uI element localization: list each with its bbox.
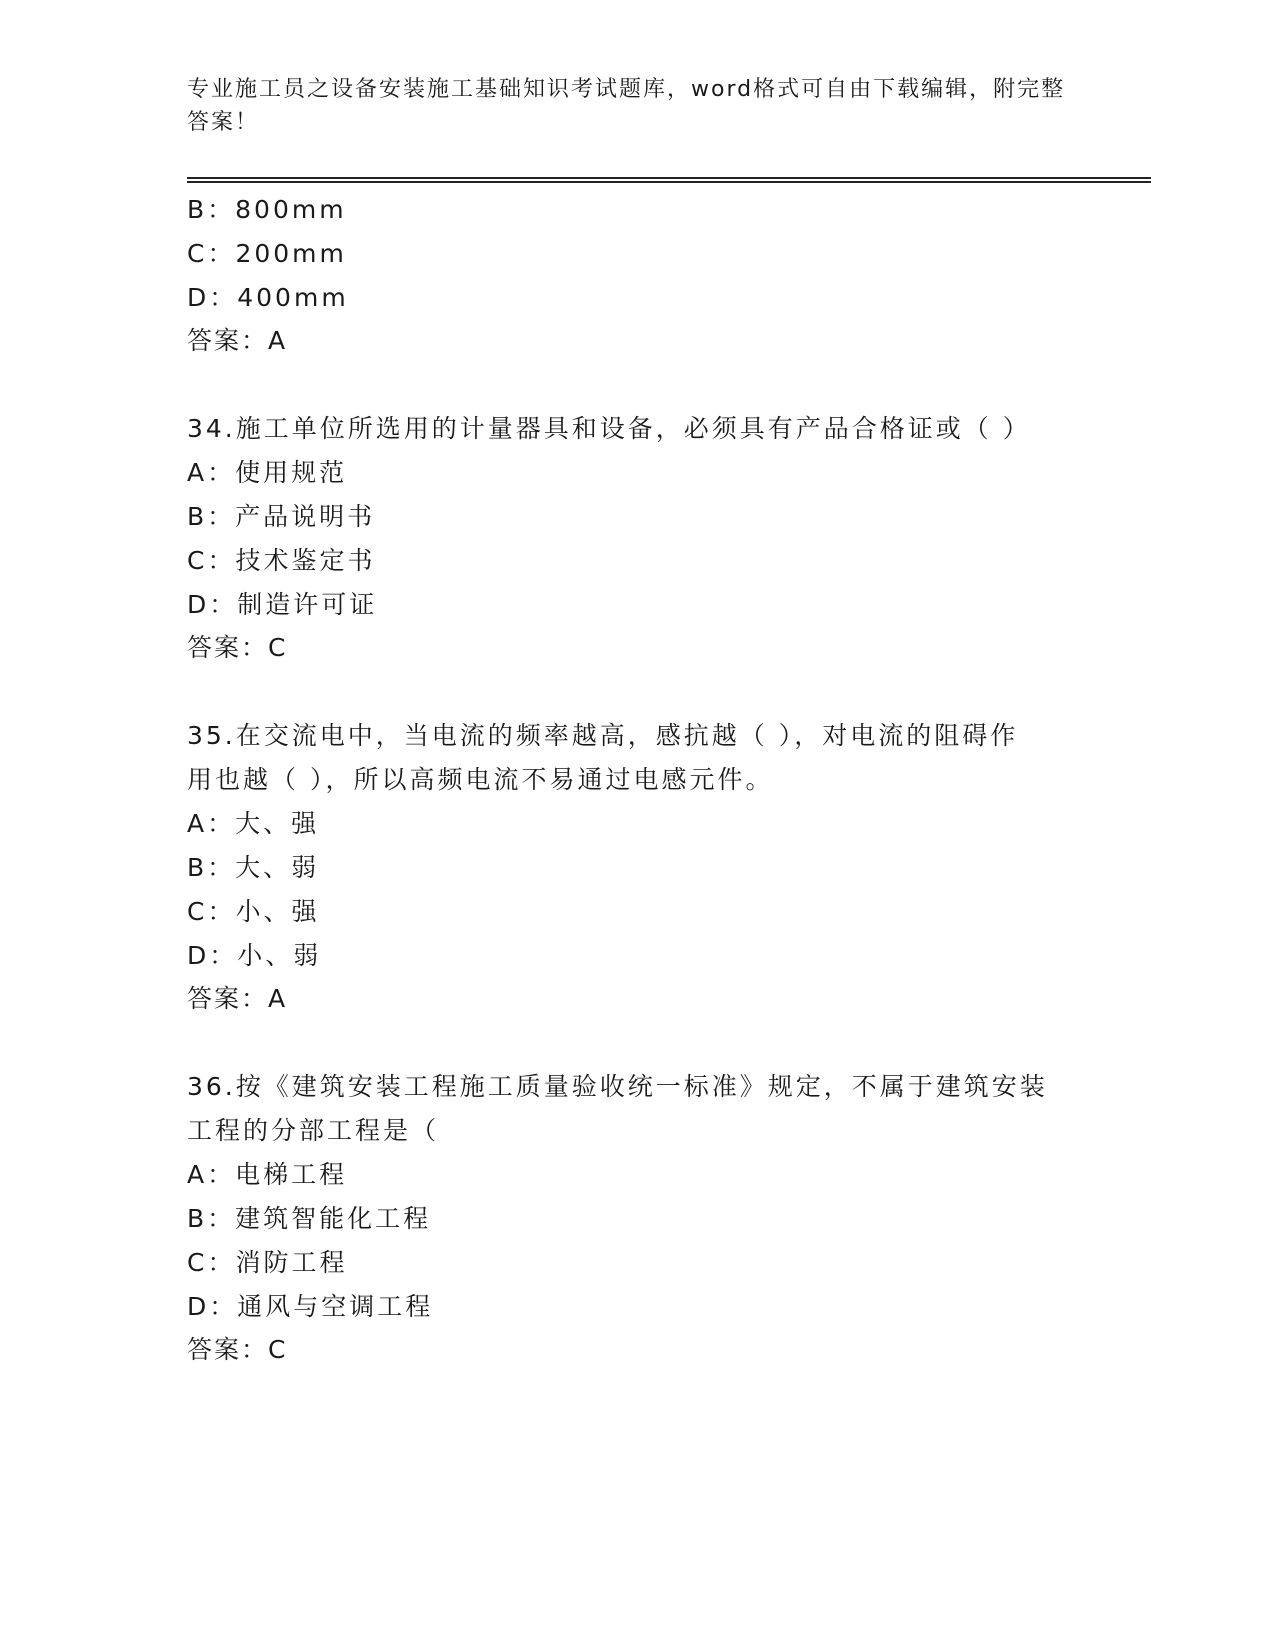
option-b: B：产品说明书 [187,502,376,531]
option-c: C：小、强 [187,897,320,926]
option-d: D：小、弱 [187,941,322,970]
question-stem-line-2: 用也越（ ），所以高频电流不易通过电感元件。 [187,765,774,794]
answer-label: 答案： [187,1335,269,1364]
question-stem-line-1: 35.在交流电中，当电流的频率越高，感抗越（ ），对电流的阻碍作 [187,721,1019,750]
option-c: C：消防工程 [187,1248,348,1277]
option-a: A：大、强 [187,809,320,838]
document-header: 专业施工员之设备安装施工基础知识考试题库，word格式可自由下载编辑，附完整答案！ [187,77,1066,135]
answer-label: 答案： [187,326,269,355]
option-c: C：200mm [187,239,347,268]
option-a: A：电梯工程 [187,1160,348,1189]
option-c: C：技术鉴定书 [187,546,376,575]
option-b: B：建筑智能化工程 [187,1204,432,1233]
option-d: D：通风与空调工程 [187,1292,434,1321]
answer-label: 答案： [187,984,269,1013]
answer-value: C [268,633,288,662]
header-divider-top [187,177,1151,179]
answer-value: C [268,1335,288,1364]
option-b: B：大、弱 [187,853,320,882]
option-d: D：制造许可证 [187,590,378,619]
answer-label: 答案： [187,633,269,662]
question-stem-line-2: 工程的分部工程是（ [187,1116,440,1145]
answer-value: A [268,326,288,355]
question-stem-line-1: 36.按《建筑安装工程施工质量验收统一标准》规定，不属于建筑安装 [187,1072,1048,1101]
answer-value: A [268,984,288,1013]
option-a: A：使用规范 [187,458,348,487]
answer-line [187,1335,287,1365]
answer-line [187,326,287,356]
option-b: B：800mm [187,195,347,224]
option-d: D：400mm [187,283,349,312]
answer-line [187,633,287,663]
question-stem: 34.施工单位所选用的计量器具和设备，必须具有产品合格证或（ ） [187,414,1031,443]
answer-line [187,984,287,1014]
header-divider-bottom [187,181,1151,183]
